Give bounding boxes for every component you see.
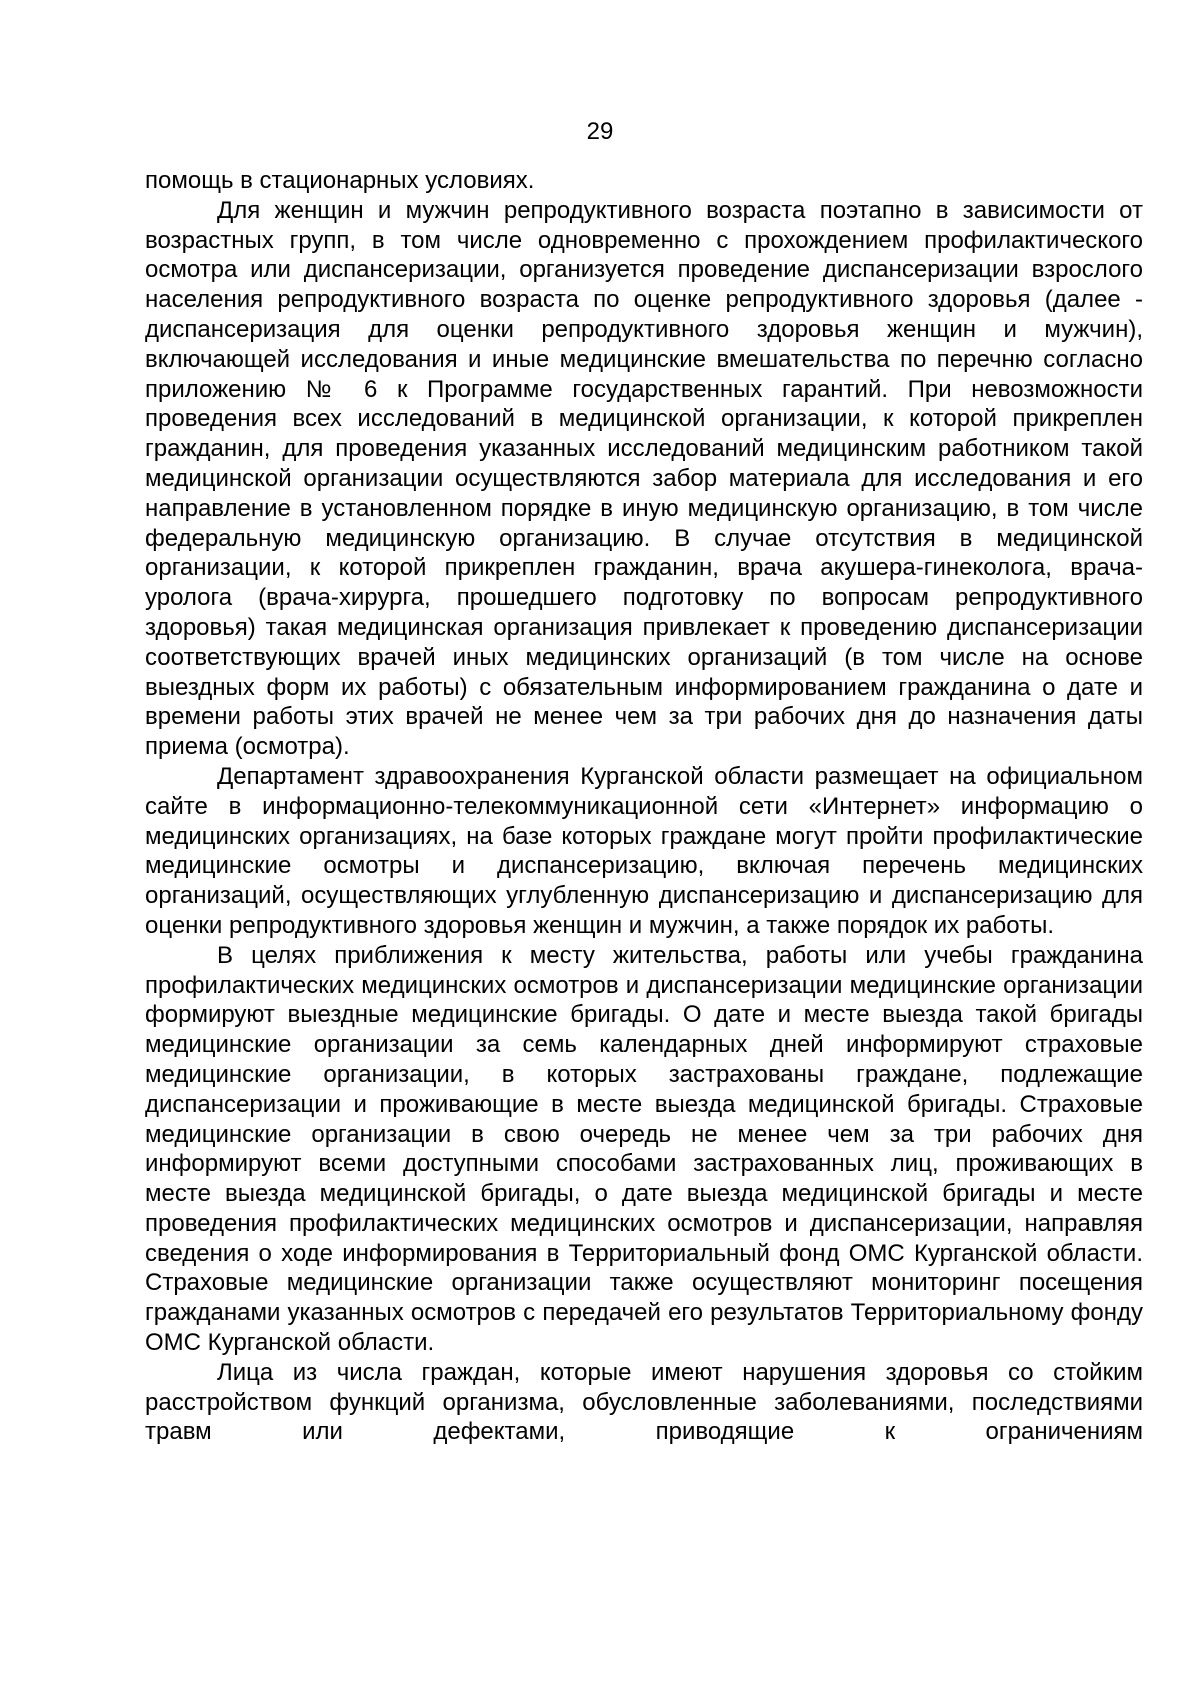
paragraph-reproductive-screening: Для женщин и мужчин репродуктивного возраста поэтапно в зависимости от возрастных групп, в том числе одновременно с прохождением профилактического осмотра или диспансеризации, организуется проведение диспансеризации взрослого населения репродуктивного возраста по оценке репродуктивного здоровья (далее - диспансеризация для оценки репродуктивного здоровья женщин и мужчин), включающей исследования и иные медицинские вмешательства по перечню согласно приложению № 6 к Программе государственных гарантий. При невозможности проведения всех исследований в медицинской организации, к которой прикреплен гражданин, для проведения указанных исследований медицинским работником такой медицинской организации осуществляются забор материала для исследования и его направление в установленном порядке в иную медицинскую организацию, в том числе федеральную медицинскую организацию. В случае отсутствия в медицинской организации, к которой прикреплен гражданин, врача акушера-гинеколога, врача-уролога (врача-хирурга, прошедшего подготовку по вопросам репродуктивного здоровья) такая медицинская организация привлекает к проведению диспансеризации соответствующих врачей иных медицинских организаций (в том числе на основе выездных форм их работы) с обязательным информированием гражданина о дате и времени работы этих врачей не менее чем за три рабочих дня до назначения даты приема (осмотра). (145, 196, 1143, 761)
paragraph-continuation: помощь в стационарных условиях. (145, 167, 535, 194)
paragraph-department-info: Департамент здравоохранения Курганской области размещает на официальном сайте в информационно-телекоммуникационной сети «Интернет» информацию о медицинских организациях, на базе которых граждане могут пройти профилактические медицинские осмотры и диспансеризацию, включая перечень медицинских организаций, осуществляющих углубленную диспансеризацию и диспансеризацию для оценки репродуктивного здоровья женщин и мужчин, а также порядок их работы. (145, 762, 1143, 939)
paragraph-mobile-teams: В целях приближения к месту жительства, работы или учебы гражданина профилактических медицинских осмотров и диспансеризации медицинские организации формируют выездные медицинские бригады. О дате и месте выезда такой бригады медицинские организации за семь календарных дней информируют страховые медицинские организации, в которых застрахованы граждане, подлежащие диспансеризации и проживающие в месте выезда медицинской бригады. Страховые медицинские организации в свою очередь не менее чем за три рабочих дня информируют всеми доступными способами застрахованных лиц, проживающих в месте выезда медицинской бригады, о дате выезда медицинской бригады и месте проведения профилактических медицинских осмотров и диспансеризации, направляя сведения о ходе информирования в Территориальный фонд ОМС Курганской области. Страховые медицинские организации также осуществляют мониторинг посещения гражданами указанных осмотров с передачей его результатов Территориальному фонду ОМС Курганской области. (145, 941, 1143, 1357)
paragraph-disabled-persons: Лица из числа граждан, которые имеют нарушения здоровья со стойким расстройством функций организма, обусловленные заболеваниями, последствиями травм или дефектами, приводящие к ограничениям (145, 1358, 1143, 1446)
page-number: 29 (586, 118, 614, 145)
document-body (145, 166, 1143, 1447)
